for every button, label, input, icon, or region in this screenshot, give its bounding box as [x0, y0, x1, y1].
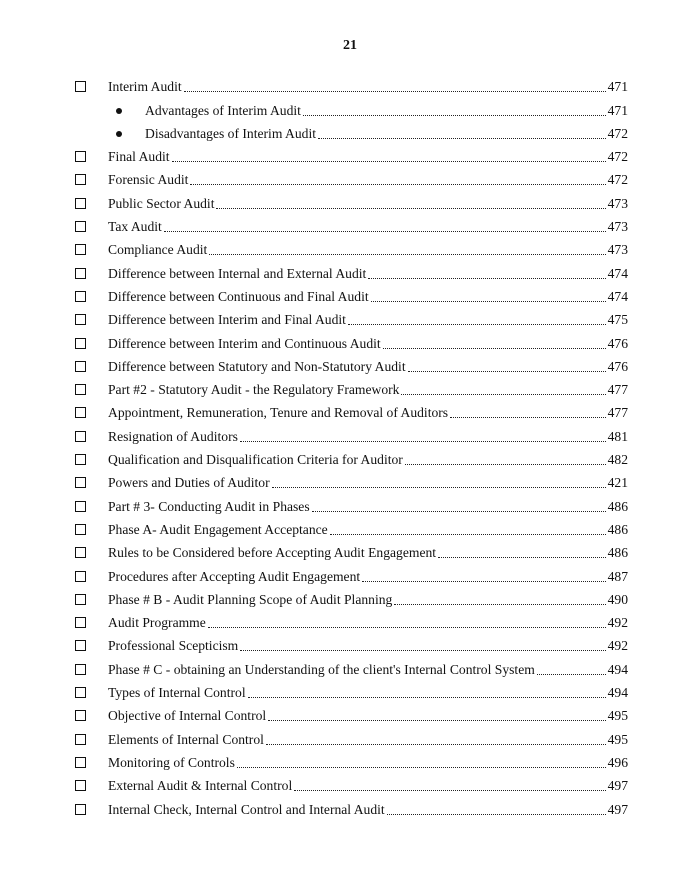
toc-entry	[75, 95, 628, 118]
toc-entry-page: 486	[607, 521, 628, 537]
dot-leader	[240, 650, 605, 651]
toc-entry-page: 496	[607, 754, 628, 770]
toc-entry-title: External Audit & Internal Control	[108, 778, 293, 794]
toc-entry	[75, 258, 628, 281]
dot-leader	[268, 720, 605, 721]
toc-entry	[75, 491, 628, 514]
toc-entry-title: Professional Scepticism	[108, 638, 239, 654]
toc-entry-page: 472	[607, 125, 628, 141]
toc-entry-page: 474	[607, 288, 628, 304]
toc-entry-page: 490	[607, 591, 628, 607]
dot-leader	[348, 324, 606, 325]
toc-entry	[75, 375, 628, 398]
toc-entry	[75, 631, 628, 654]
dot-leader	[184, 91, 606, 92]
toc-entry	[75, 515, 628, 538]
checkbox-icon	[75, 431, 86, 442]
toc-entry	[75, 585, 628, 608]
dot-leader	[368, 278, 605, 279]
checkbox-icon	[75, 384, 86, 395]
toc-entry-title: Compliance Audit	[108, 242, 208, 258]
checkbox-icon	[75, 734, 86, 745]
page-number: 21	[343, 38, 357, 53]
toc-entry-page: 481	[607, 428, 628, 444]
toc-entry-page: 473	[607, 219, 628, 235]
dot-leader	[209, 254, 605, 255]
toc-entry-title: Powers and Duties of Auditor	[108, 475, 270, 491]
dot-leader	[208, 627, 606, 628]
toc-entry-title: Final Audit	[108, 149, 170, 165]
checkbox-icon	[75, 338, 86, 349]
toc-entry-page: 475	[607, 312, 628, 328]
toc-entry-title: Advantages of Interim Audit	[145, 102, 301, 118]
toc-entry-title: Disadvantages of Interim Audit	[145, 125, 317, 141]
checkbox-icon	[75, 454, 86, 465]
toc-entry-title: Interim Audit	[108, 79, 182, 95]
checkbox-icon	[75, 244, 86, 255]
checkbox-icon	[75, 757, 86, 768]
toc-entry-page: 487	[607, 568, 628, 584]
toc-entry-title: Forensic Audit	[108, 172, 189, 188]
toc-entry-page: 471	[607, 79, 628, 95]
toc-entry	[75, 305, 628, 328]
toc-entry-page: 486	[607, 498, 628, 514]
toc-entry	[75, 794, 628, 817]
toc-entry-page: 486	[607, 545, 628, 561]
dot-leader	[394, 604, 605, 605]
toc-entry-page: 476	[607, 335, 628, 351]
toc-entry-title: Elements of Internal Control	[108, 731, 264, 747]
checkbox-icon	[75, 664, 86, 675]
toc-entry	[75, 748, 628, 771]
dot-leader	[371, 301, 606, 302]
checkbox-icon	[75, 407, 86, 418]
checkbox-icon	[75, 524, 86, 535]
dot-leader	[272, 487, 606, 488]
checkbox-icon	[75, 571, 86, 582]
dot-leader	[362, 581, 605, 582]
dot-leader	[216, 208, 605, 209]
toc-entry	[75, 119, 628, 142]
toc-entry-title: Phase A- Audit Engagement Acceptance	[108, 521, 328, 537]
dot-leader	[405, 464, 606, 465]
toc-entry-page: 477	[607, 382, 628, 398]
toc-entry	[75, 771, 628, 794]
checkbox-icon	[75, 804, 86, 815]
toc-entry-page: 474	[607, 265, 628, 281]
dot-leader	[303, 115, 606, 116]
toc-entry-title: Resignation of Auditors	[108, 428, 238, 444]
dot-leader	[294, 790, 605, 791]
toc-entry-title: Difference between Internal and External Audit	[108, 265, 367, 281]
toc-entry-title: Rules to be Considered before Accepting Audit Engagement	[108, 545, 437, 561]
toc-entry-page: 477	[607, 405, 628, 421]
toc-entry-title: Phase # C - obtaining an Understanding of the client's Internal Control System	[108, 661, 535, 677]
dot-leader	[408, 371, 606, 372]
dot-leader	[172, 161, 606, 162]
toc-entry-page: 492	[607, 638, 628, 654]
toc-entry-page: 421	[607, 475, 628, 491]
dot-leader	[330, 534, 606, 535]
toc-entry-page: 494	[607, 685, 628, 701]
toc-entry	[75, 701, 628, 724]
dot-leader	[237, 767, 606, 768]
toc-entry	[75, 538, 628, 561]
checkbox-icon	[75, 477, 86, 488]
checkbox-icon	[75, 221, 86, 232]
toc-entry	[75, 608, 628, 631]
toc-entry-page: 473	[607, 195, 628, 211]
toc-entry-title: Monitoring of Controls	[108, 754, 235, 770]
toc-entry	[75, 212, 628, 235]
toc-entry	[75, 445, 628, 468]
toc-entry-page: 472	[607, 149, 628, 165]
toc-entry	[75, 235, 628, 258]
toc-entry-title: Difference between Statutory and Non-Statutory Audit	[108, 358, 406, 374]
checkbox-icon	[75, 151, 86, 162]
toc-entry-page: 497	[607, 778, 628, 794]
toc-entry-page: 473	[607, 242, 628, 258]
toc-entry-title: Difference between Interim and Continuous Audit	[108, 335, 381, 351]
toc-entry-title: Difference between Interim and Final Audit	[108, 312, 346, 328]
toc-entry	[75, 165, 628, 188]
toc-entry	[75, 678, 628, 701]
toc-entry-title: Procedures after Accepting Audit Engagement	[108, 568, 361, 584]
dot-leader	[450, 417, 606, 418]
toc-entry-title: Phase # B - Audit Planning Scope of Audit Planning	[108, 591, 393, 607]
toc-entry-page: 482	[607, 452, 628, 468]
toc-entry	[75, 724, 628, 747]
toc-entry	[75, 421, 628, 444]
toc-entry	[75, 282, 628, 305]
toc-entry-title: Difference between Continuous and Final Audit	[108, 288, 369, 304]
checkbox-icon	[75, 268, 86, 279]
toc-entry-title: Audit Programme	[108, 615, 206, 631]
toc-entry	[75, 72, 628, 95]
checkbox-icon	[75, 710, 86, 721]
checkbox-icon	[75, 501, 86, 512]
checkbox-icon	[75, 81, 86, 92]
dot-leader	[312, 511, 606, 512]
bullet-icon	[116, 108, 122, 114]
dot-leader	[383, 348, 606, 349]
dot-leader	[318, 138, 606, 139]
dot-leader	[240, 441, 606, 442]
toc-entry-page: 492	[607, 615, 628, 631]
toc-entry-page: 495	[607, 731, 628, 747]
table-of-contents	[75, 72, 628, 818]
toc-entry-title: Part #2 - Statutory Audit - the Regulatory Framework	[108, 382, 400, 398]
checkbox-icon	[75, 547, 86, 558]
toc-entry-page: 494	[607, 661, 628, 677]
toc-entry-page: 495	[607, 708, 628, 724]
bullet-icon	[116, 131, 122, 137]
toc-entry	[75, 188, 628, 211]
toc-entry-page: 497	[607, 801, 628, 817]
toc-entry-page: 472	[607, 172, 628, 188]
checkbox-icon	[75, 594, 86, 605]
toc-entry	[75, 142, 628, 165]
toc-entry-title: Internal Check, Internal Control and Internal Audit	[108, 801, 385, 817]
toc-entry-title: Part # 3- Conducting Audit in Phases	[108, 498, 310, 514]
toc-entry	[75, 328, 628, 351]
toc-entry	[75, 654, 628, 677]
toc-entry-page: 471	[607, 102, 628, 118]
checkbox-icon	[75, 780, 86, 791]
toc-entry-title: Types of Internal Control	[108, 685, 246, 701]
checkbox-icon	[75, 174, 86, 185]
checkbox-icon	[75, 361, 86, 372]
dot-leader	[190, 184, 605, 185]
toc-entry-title: Tax Audit	[108, 219, 162, 235]
checkbox-icon	[75, 291, 86, 302]
dot-leader	[387, 814, 606, 815]
dot-leader	[266, 744, 606, 745]
toc-entry	[75, 468, 628, 491]
toc-entry-title: Objective of Internal Control	[108, 708, 267, 724]
dot-leader	[401, 394, 605, 395]
toc-entry	[75, 398, 628, 421]
checkbox-icon	[75, 314, 86, 325]
checkbox-icon	[75, 640, 86, 651]
toc-entry-title: Qualification and Disqualification Criteria for Auditor	[108, 452, 403, 468]
toc-entry-title: Public Sector Audit	[108, 195, 215, 211]
toc-entry	[75, 561, 628, 584]
toc-entry-page: 476	[607, 358, 628, 374]
checkbox-icon	[75, 687, 86, 698]
dot-leader	[164, 231, 606, 232]
checkbox-icon	[75, 617, 86, 628]
toc-entry-title: Appointment, Remuneration, Tenure and Removal of Auditors	[108, 405, 449, 421]
dot-leader	[248, 697, 606, 698]
checkbox-icon	[75, 198, 86, 209]
toc-entry	[75, 352, 628, 375]
dot-leader	[438, 557, 606, 558]
dot-leader	[537, 674, 606, 675]
